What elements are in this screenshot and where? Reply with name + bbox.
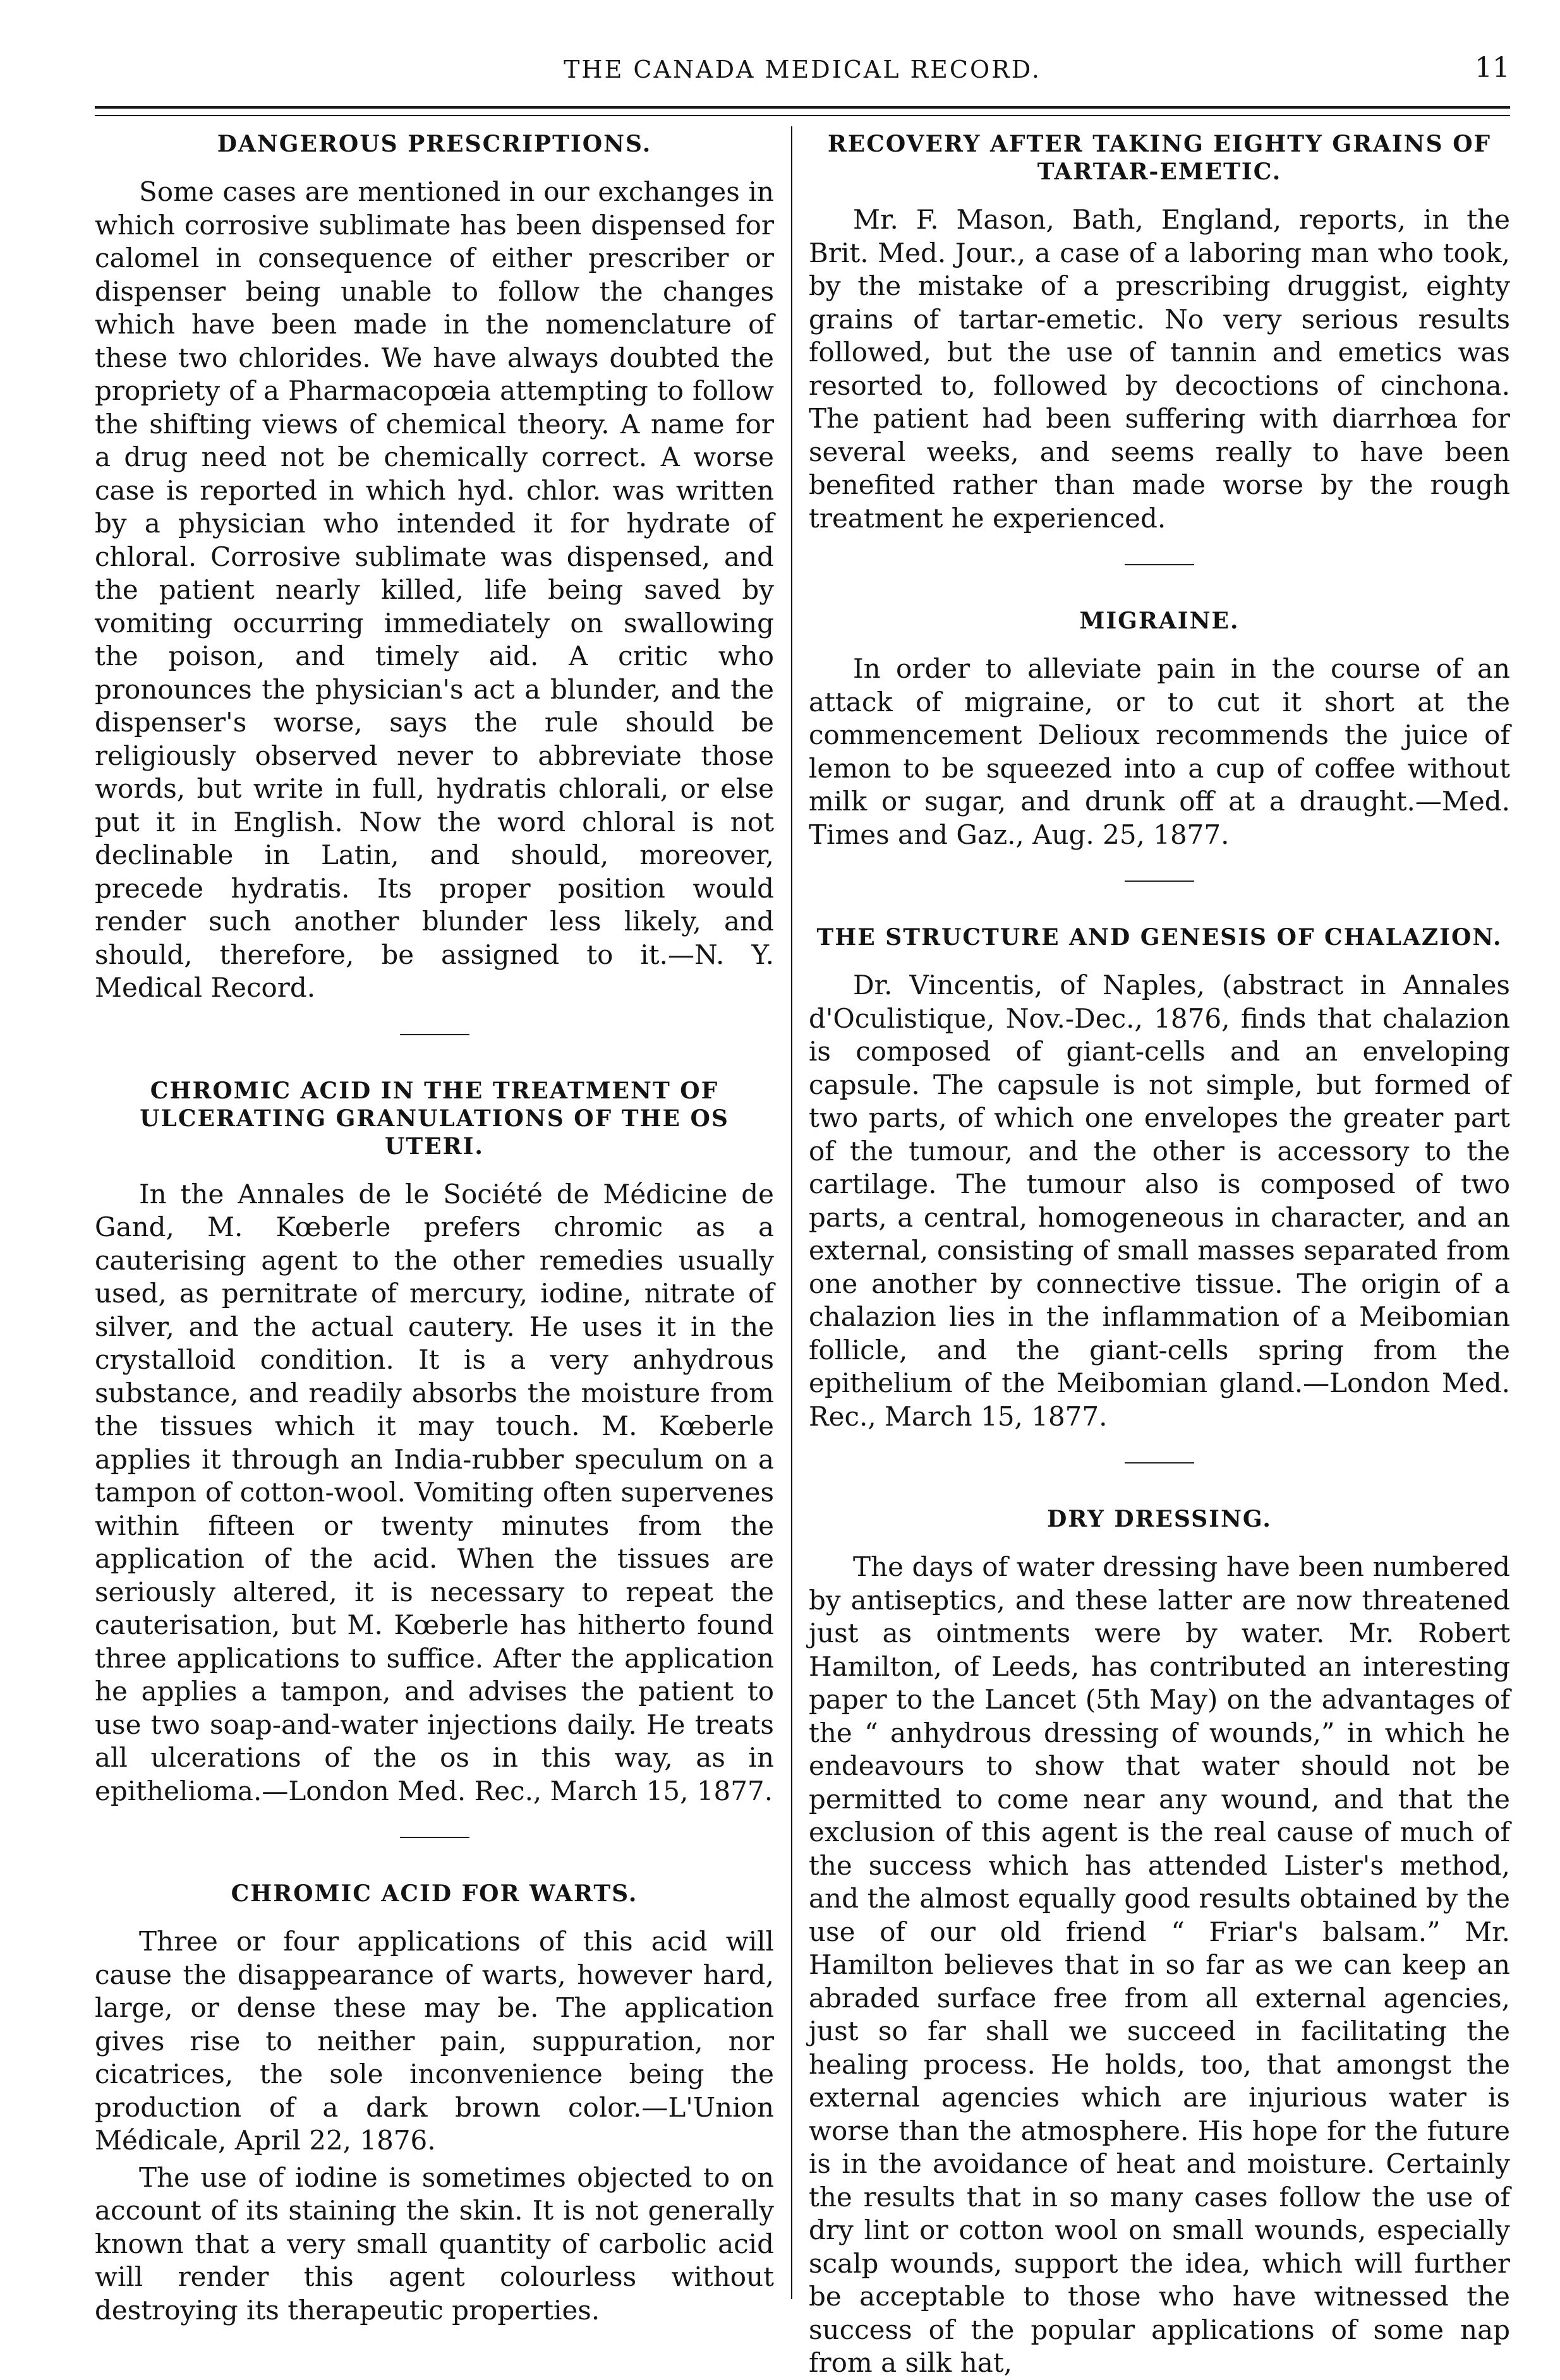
article-heading: CHROMIC ACID FOR WARTS. — [231, 1880, 638, 1907]
article-body: Dr. Vincentis, of Naples, (abstract in Annales d'Oculistique, Nov.-Dec., 1876, finds that chalazion is composed of giant-cells and an enveloping capsule. The capsule is not simple, but formed of two parts, of which one envelopes the greater part of the tumour, and the other is accessory to the cartilage. The tumour also is composed of two parts, a central, homogeneous in character, and an external, consisting of small masses separated from one another by connective tissue. The origin of a chalazion lies in the inflammation of a Meibomian follicle, and the giant-cells spring from the epithelium of the Meibomian gland.—London Med. Rec., March 15, 1877. — [809, 970, 1510, 1432]
article-heading: RECOVERY AFTER TAKING EIGHTY GRAINS OF TARTAR-EMETIC. — [827, 131, 1492, 185]
article-tartar-emetic — [809, 130, 1510, 535]
header-rule-thick — [95, 106, 1510, 109]
right-column — [809, 130, 1510, 2380]
article-chromic-acid-os-uteri — [95, 1077, 774, 1808]
article-body: The days of water dressing have been numbered by antiseptics, and these latter are now threatened just as ointments were by water. Mr. Robert Hamilton, of Leeds, has contributed an interesting paper to the Lancet (5th May) on the advantages of the “ anhydrous dressing of wounds,” in which he endeavours to show that water should not be permitted to come near any wound, and that the exclusion of this agent is the real cause of much of the success which has attended Lister's method, and the almost equally good results obtained by the use of our old friend “ Friar's balsam.” Mr. Hamilton believes that in so far as we can keep an abraded surface free from all external agencies, just so far shall we succeed in facilitating the healing process. He holds, too, that amongst the external agencies which are injurious water is worse than the atmosphere. His hope for the future is in the avoidance of heat and moisture. Certainly the results that in so many cases follow the use of dry lint or cotton wool on small wounds, especially scalp wounds, support the idea, which will further be acceptable to those who have witnessed the success of the popular applications of some nap from a silk hat, — [809, 1551, 1510, 2378]
article-body: In the Annales de le Société de Médicine de Gand, M. Kœberle prefers chromic as a cauterising agent to the other remedies usually used, as pernitrate of mercury, iodine, nitrate of silver, and the actual cautery. He uses it in the crystalloid condition. It is a very anhydrous substance, and readily absorbs the moisture from the tissues which it may touch. M. Kœberle applies it through an India-rubber speculum on a tampon of cotton-wool. Vomiting often supervenes within fifteen or twenty minutes from the application of the acid. When the tissues are seriously altered, it is necessary to repeat the cauterisation, but M. Kœberle has hitherto found three applications to suffice. After the application he applies a tampon, and advises the patient to use two soap-and-water injections daily. He treats all ulcerations of the os in this way, as in epithelioma.—London Med. Rec., March 15, 1877. — [95, 1178, 774, 1806]
running-title: THE CANADA MEDICAL RECORD. — [564, 56, 1041, 83]
left-column — [95, 130, 774, 2327]
article-body: Three or four applications of this acid will cause the disappearance of warts, however hard, large, or dense these may be. The application gives rise to neither pain, suppuration, nor cicatrices, the sole inconvenience being the production of a dark brown color.—L'Union Médicale, April 22, 1876. — [95, 1926, 774, 2156]
column-divider — [791, 126, 792, 2299]
article-body: Mr. F. Mason, Bath, England, reports, in the Brit. Med. Jour., a case of a laboring man who took, by the mistake of a prescribing druggist, eighty grains of tartar-emetic. No very serious results followed, but the use of tannin and emetics was resorted to, followed by decoctions of cinchona. The patient had been suffering with diarrhœa for several weeks, and seems really to have been benefited rather than made worse by the rough treatment he experienced. — [809, 204, 1510, 534]
article-body: Some cases are mentioned in our exchanges in which corrosive sublimate has been dispensed for calomel in consequence of either prescriber or dispenser being unable to follow the changes which have been made in the nomenclature of these two chlorides. We have always doubted the propriety of a Pharmacopœia attempting to follow the shifting views of chemical theory. A name for a drug need not be chemically correct. A worse case is reported in which hyd. chlor. was written by a physician who intended it for hydrate of chloral. Corrosive sublimate was dispensed, and the patient nearly killed, life being saved by vomiting occurring immediately on swallowing the poison, and timely aid. A critic who pronounces the physician's act a blunder, and the dispenser's worse, says the rule should be religiously observed never to abbreviate those words, but write in full, hydratis chlorali, or else put it in English. Now the word chloral is not declinable in Latin, and should, moreover, precede hydratis. Its proper position would render such another blunder less likely, and should, therefore, be assigned to it.—N. Y. Medical Record. — [95, 176, 774, 1003]
page-number: 11 — [1475, 52, 1510, 84]
article-body: In order to alleviate pain in the course of an attack of migraine, or to cut it short at the commencement Delioux recommends the juice of lemon to be squeezed into a cup of coffee without milk or sugar, and drunk off at a draught.—Med. Times and Gaz., Aug. 25, 1877. — [809, 653, 1510, 850]
article-heading: MIGRAINE. — [1079, 608, 1240, 634]
article-heading: DRY DRESSING. — [1047, 1506, 1272, 1532]
article-dangerous-prescriptions — [95, 130, 774, 1005]
article-heading: DANGEROUS PRESCRIPTIONS. — [217, 131, 652, 157]
section-separator — [1125, 1462, 1194, 1463]
section-separator — [400, 1837, 469, 1838]
header-rule-thin — [95, 115, 1510, 116]
section-separator — [1125, 880, 1194, 882]
article-chalazion — [809, 923, 1510, 1433]
section-separator — [400, 1034, 469, 1035]
article-heading: THE STRUCTURE AND GENESIS OF CHALAZION. — [816, 924, 1503, 951]
running-head — [95, 52, 1510, 90]
article-migraine — [809, 607, 1510, 851]
article-body: The use of iodine is sometimes objected to on account of its staining the skin. It is not generally known that a very small quantity of carbolic acid will render this agent colourless without destroying its therapeutic properties. — [95, 2161, 774, 2326]
article-heading: CHROMIC ACID IN THE TREATMENT OF ULCERATING GRANULATIONS OF THE OS UTERI. — [140, 1077, 729, 1160]
article-chromic-acid-warts — [95, 1880, 774, 2327]
section-separator — [1125, 564, 1194, 565]
article-dry-dressing — [809, 1505, 1510, 2380]
